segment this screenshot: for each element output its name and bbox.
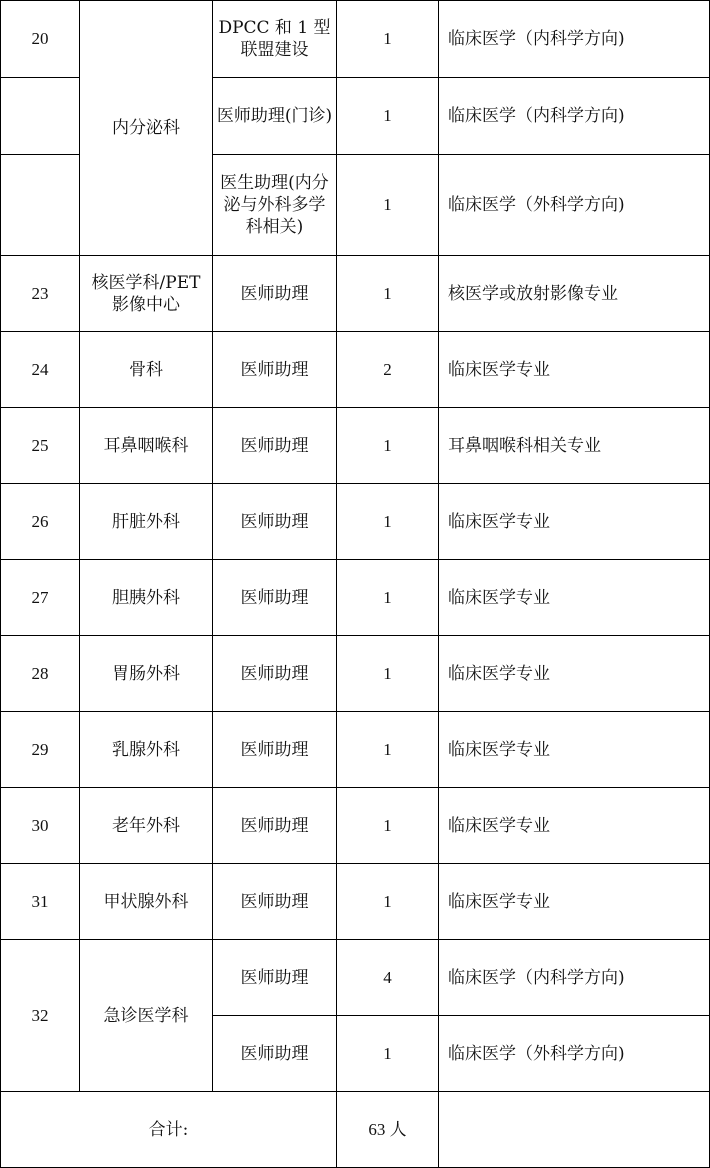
table-row — [1, 788, 710, 864]
major-cell: 核医学或放射影像专业 — [439, 256, 710, 332]
position-cell: 医师助理 — [213, 788, 337, 864]
count-cell: 1 — [337, 408, 439, 484]
row-number: 27 — [1, 560, 80, 636]
major-cell: 临床医学（内科学方向) — [439, 78, 710, 155]
position-cell: 医师助理 — [213, 332, 337, 408]
position-cell — [213, 1, 337, 78]
count-cell: 1 — [337, 788, 439, 864]
row-number: 29 — [1, 712, 80, 788]
department-cell: 急诊医学科 — [80, 940, 213, 1092]
department-cell: 骨科 — [80, 332, 213, 408]
major-cell: 临床医学（外科学方向) — [439, 1016, 710, 1092]
department-cell: 耳鼻咽喉科 — [80, 408, 213, 484]
table-row — [1, 332, 710, 408]
department-cell: 肝脏外科 — [80, 484, 213, 560]
row-number: 25 — [1, 408, 80, 484]
position-cell — [213, 155, 337, 256]
table-row — [1, 712, 710, 788]
count-cell: 1 — [337, 78, 439, 155]
major-cell: 临床医学（内科学方向) — [439, 1, 710, 78]
total-label: 合计: — [1, 1092, 337, 1168]
row-number — [1, 78, 80, 155]
row-number: 31 — [1, 864, 80, 940]
count-cell: 1 — [337, 155, 439, 256]
major-cell: 耳鼻咽喉科相关专业 — [439, 408, 710, 484]
count-cell: 4 — [337, 940, 439, 1016]
position-cell — [213, 78, 337, 155]
position-cell: 医师助理 — [213, 484, 337, 560]
table-row — [1, 560, 710, 636]
major-cell: 临床医学（外科学方向) — [439, 155, 710, 256]
row-number: 26 — [1, 484, 80, 560]
major-cell: 临床医学专业 — [439, 636, 710, 712]
position-text: 医生助理(内分泌与外科多学科相关) — [220, 173, 329, 237]
table-row — [1, 940, 710, 1016]
department-cell: 老年外科 — [80, 788, 213, 864]
position-cell: 医师助理 — [213, 712, 337, 788]
count-cell: 2 — [337, 332, 439, 408]
table-row — [1, 636, 710, 712]
count-cell: 1 — [337, 560, 439, 636]
count-cell: 1 — [337, 256, 439, 332]
major-cell: 临床医学专业 — [439, 788, 710, 864]
department-cell: 胆胰外科 — [80, 560, 213, 636]
position-cell: 医师助理 — [213, 940, 337, 1016]
table-row — [1, 256, 710, 332]
row-number: 24 — [1, 332, 80, 408]
table-row — [1, 1, 710, 78]
major-cell: 临床医学（内科学方向) — [439, 940, 710, 1016]
row-number: 28 — [1, 636, 80, 712]
position-cell: 医师助理 — [213, 560, 337, 636]
position-text: 医师助理(门诊) — [216, 106, 333, 126]
position-cell: 医师助理 — [213, 864, 337, 940]
count-cell: 1 — [337, 1, 439, 78]
count-cell: 1 — [337, 636, 439, 712]
table-row — [1, 484, 710, 560]
major-cell: 临床医学专业 — [439, 560, 710, 636]
count-cell: 1 — [337, 864, 439, 940]
major-cell: 临床医学专业 — [439, 864, 710, 940]
position-cell: 医师助理 — [213, 408, 337, 484]
row-number: 23 — [1, 256, 80, 332]
total-value: 63 人 — [337, 1092, 439, 1168]
position-cell: 医师助理 — [213, 1016, 337, 1092]
department-cell: 内分泌科 — [80, 1, 213, 256]
position-text: DPCC 和 1 型联盟建设 — [218, 18, 331, 60]
department-cell: 胃肠外科 — [80, 636, 213, 712]
major-cell: 临床医学专业 — [439, 712, 710, 788]
major-cell: 临床医学专业 — [439, 332, 710, 408]
department-cell: 乳腺外科 — [80, 712, 213, 788]
row-number: 20 — [1, 1, 80, 78]
position-cell: 医师助理 — [213, 636, 337, 712]
row-number — [1, 155, 80, 256]
count-cell: 1 — [337, 484, 439, 560]
total-row — [1, 1092, 710, 1168]
major-cell: 临床医学专业 — [439, 484, 710, 560]
department-cell: 甲状腺外科 — [80, 864, 213, 940]
count-cell: 1 — [337, 712, 439, 788]
department-text: 核医学科/PET影像中心 — [91, 272, 201, 315]
department-cell — [80, 256, 213, 332]
position-cell: 医师助理 — [213, 256, 337, 332]
row-number: 32 — [1, 940, 80, 1092]
table-row — [1, 864, 710, 940]
table-row — [1, 408, 710, 484]
count-cell: 1 — [337, 1016, 439, 1092]
total-empty-cell — [439, 1092, 710, 1168]
row-number: 30 — [1, 788, 80, 864]
